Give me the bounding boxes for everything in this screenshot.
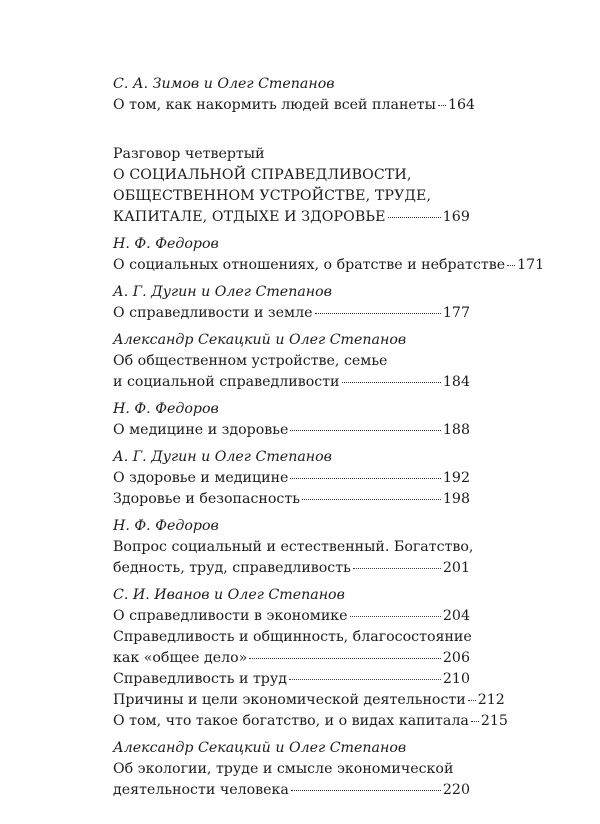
toc-entry-title: Причины и цели экономической деятельности — [113, 692, 466, 708]
toc-entry-last-line — [113, 780, 470, 801]
toc-entry-title: О здоровье и медицине — [113, 470, 289, 486]
toc-entry[interactable] — [113, 606, 470, 627]
dot-leader — [468, 700, 476, 701]
toc-entry-title: бедность, труд, справедливость — [113, 560, 351, 576]
toc-entry-title: О медицине и здоровье — [113, 422, 289, 438]
dot-leader — [289, 679, 441, 680]
page-number: 188 — [442, 422, 470, 438]
dot-leader — [342, 382, 441, 383]
dot-leader — [353, 568, 441, 569]
toc-entry-last-line — [113, 711, 508, 732]
section-gap — [113, 116, 470, 144]
toc-author: Н. Ф. Федоров — [113, 518, 219, 534]
toc-entry-title: О том, что такое богатство, и о видах капитала — [113, 713, 469, 729]
table-of-contents-page — [0, 74, 600, 824]
page-number: 169 — [442, 209, 470, 225]
toc-entry-title: О том, как накормить людей всей планеты — [113, 97, 436, 113]
toc-entry[interactable] — [113, 255, 545, 276]
toc-entry-last-line — [113, 648, 470, 669]
toc-entry-title: О социальных отношениях, о братстве и небратстве — [113, 257, 506, 273]
toc-entry[interactable] — [113, 303, 470, 324]
toc-entry[interactable] — [113, 711, 508, 732]
toc-entry-line: О СОЦИАЛЬНОЙ СПРАВЕДЛИВОСТИ, — [113, 167, 412, 183]
toc-author: Александр Секацкий и Олег Степанов — [113, 740, 407, 756]
toc-entry-line: Об экологии, труде и смысле экономической — [113, 761, 454, 777]
toc-entry-line: ОБЩЕСТВЕННОМ УСТРОЙСТВЕ, ТРУДЕ, — [113, 188, 432, 204]
page-number: 184 — [442, 374, 470, 390]
page-number: 206 — [442, 650, 470, 666]
toc-author: Н. Ф. Федоров — [113, 236, 219, 252]
page-number: 220 — [442, 782, 470, 798]
dot-leader — [315, 313, 441, 314]
page-number: 198 — [442, 491, 470, 507]
toc-entry[interactable] — [113, 537, 474, 579]
toc-entry-title: О справедливости и земле — [113, 305, 313, 321]
dot-leader — [290, 430, 440, 431]
dot-leader — [507, 265, 515, 266]
toc-entry-title: деятельности человека — [113, 782, 289, 798]
toc-entry-last-line — [113, 255, 545, 276]
page-number: 212 — [477, 692, 505, 708]
toc-entry[interactable] — [113, 759, 470, 801]
toc-entry-title: и социальной справедливости — [113, 374, 340, 390]
page-number: 171 — [517, 257, 545, 273]
dot-leader — [438, 105, 446, 106]
toc-entry[interactable] — [113, 95, 476, 116]
toc-entry-last-line — [113, 489, 470, 510]
toc-entry-title: как «общее дело» — [113, 650, 248, 666]
toc-entry[interactable] — [113, 669, 470, 690]
toc-entry[interactable] — [113, 627, 470, 669]
page-number: 192 — [442, 470, 470, 486]
toc-entry-title: КАПИТАЛЕ, ОТДЫХЕ И ЗДОРОВЬЕ — [113, 209, 386, 225]
toc-author: Н. Ф. Федоров — [113, 401, 219, 417]
toc-author: Александр Секацкий и Олег Степанов — [113, 332, 407, 348]
toc-entry-last-line — [113, 669, 470, 690]
toc-entry[interactable] — [113, 351, 470, 393]
toc-entry-last-line — [113, 558, 470, 579]
toc-entry-line: Вопрос социальный и естественный. Богатство, — [113, 539, 474, 555]
dot-leader — [291, 790, 441, 791]
page-number: 210 — [442, 671, 470, 687]
toc-author: С. А. Зимов и Олег Степанов — [113, 76, 335, 92]
page-number: 164 — [447, 97, 476, 113]
page-number: 177 — [442, 305, 470, 321]
toc-entry-title: Справедливость и труд — [113, 671, 287, 687]
dot-leader — [290, 478, 440, 479]
toc-entry-last-line — [113, 372, 470, 393]
toc-section-title[interactable] — [113, 165, 470, 228]
toc-entry-last-line — [113, 420, 470, 441]
dot-leader — [471, 721, 479, 722]
toc-entry[interactable] — [113, 420, 470, 441]
toc-entry-title: Здоровье и безопасность — [113, 491, 300, 507]
page-number: 204 — [442, 608, 470, 624]
toc-entry[interactable] — [113, 468, 470, 489]
toc-entry-last-line — [113, 468, 470, 489]
page-number: 201 — [442, 560, 470, 576]
section-label: Разговор четвертый — [113, 146, 265, 162]
toc-entry[interactable] — [113, 690, 505, 711]
toc-entry-last-line — [113, 690, 505, 711]
toc-entry-last-line — [113, 207, 470, 228]
dot-leader — [388, 217, 441, 218]
toc-entry-title: О справедливости в экономике — [113, 608, 348, 624]
toc-entry[interactable] — [113, 489, 470, 510]
toc-entry-last-line — [113, 95, 476, 116]
dot-leader — [302, 499, 441, 500]
toc-entry-line: Об общественном устройстве, семье — [113, 353, 388, 369]
toc-author: А. Г. Дугин и Олег Степанов — [113, 284, 332, 300]
toc-author: А. Г. Дугин и Олег Степанов — [113, 449, 332, 465]
dot-leader — [350, 616, 441, 617]
toc-entry-last-line — [113, 303, 470, 324]
dot-leader — [249, 658, 441, 659]
toc-entry-last-line — [113, 606, 470, 627]
toc-entry-line: Справедливость и общинность, благосостояние — [113, 629, 472, 645]
page-number: 215 — [480, 713, 508, 729]
toc-author: С. И. Иванов и Олег Степанов — [113, 587, 345, 603]
